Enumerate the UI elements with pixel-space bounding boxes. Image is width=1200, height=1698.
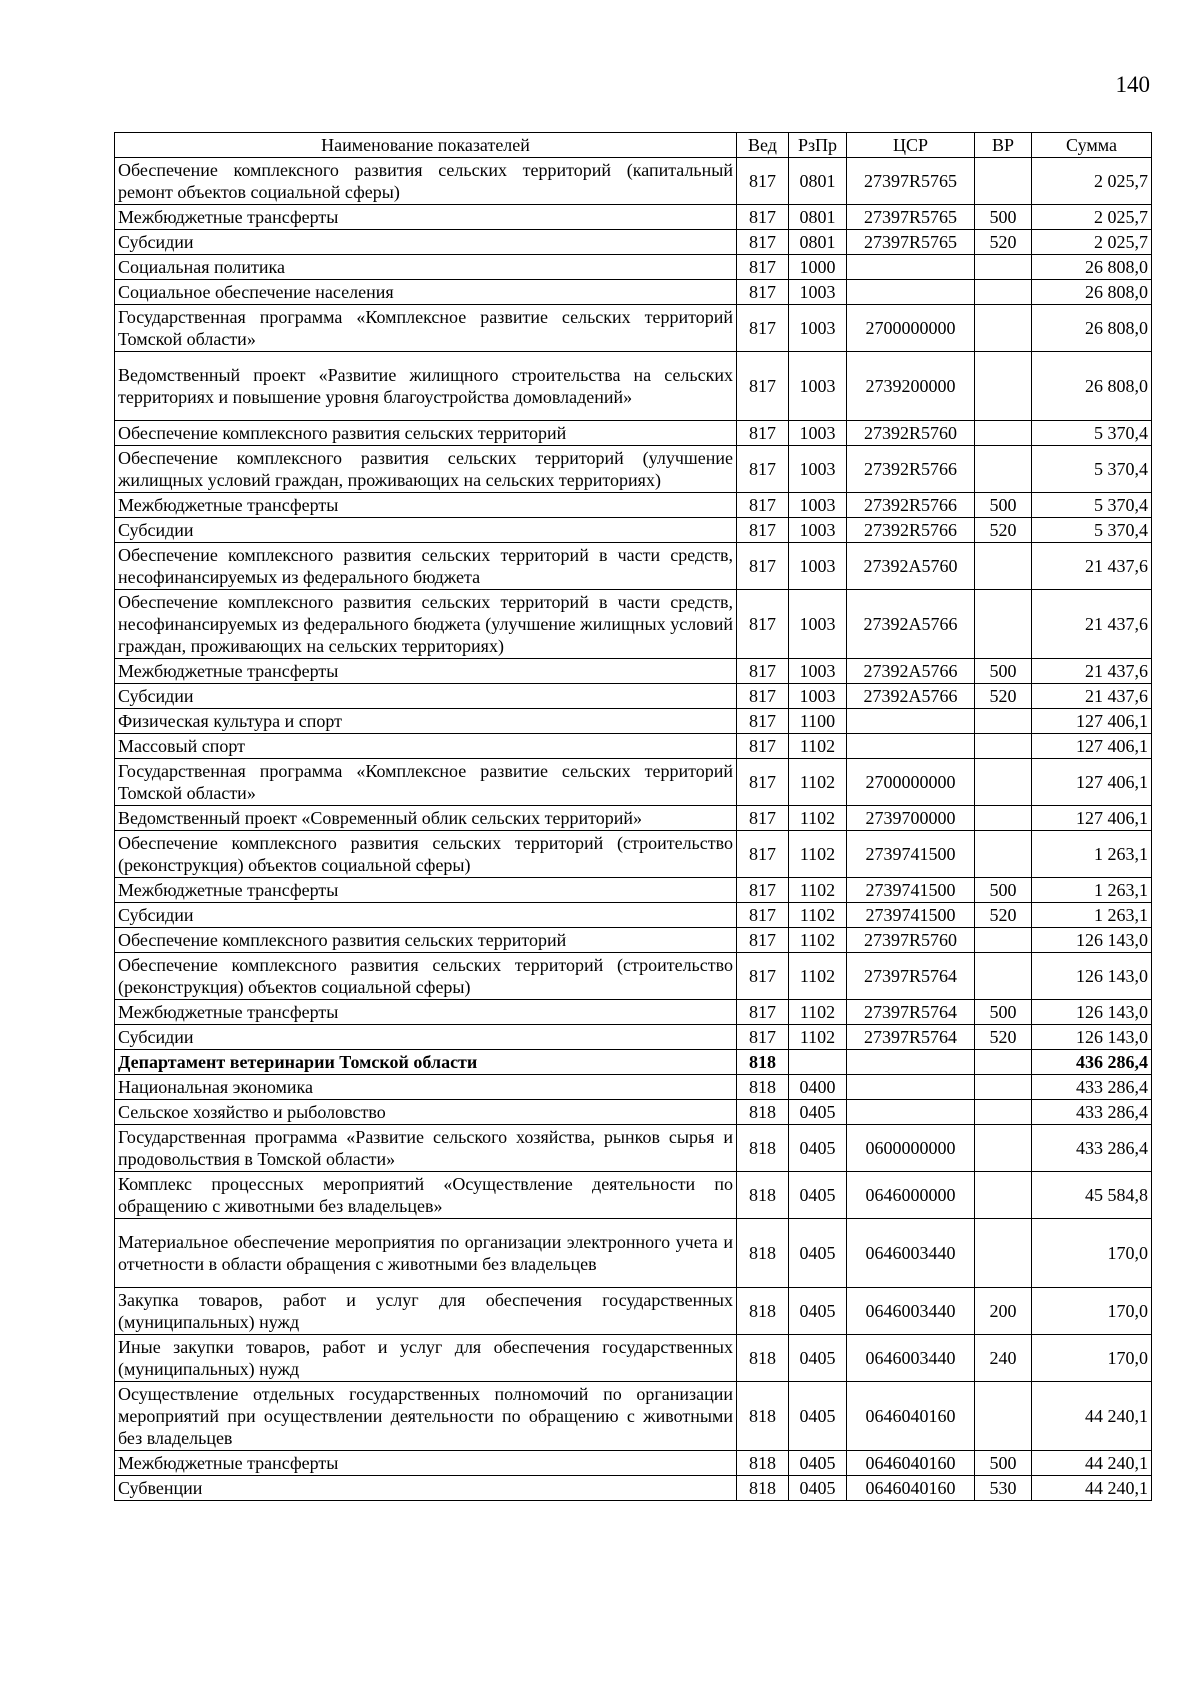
- cell-ved: 817: [737, 305, 789, 352]
- cell-rzpr: 0801: [789, 205, 847, 230]
- cell-csr: 2739741500: [847, 878, 975, 903]
- cell-sum: 45 584,8: [1032, 1172, 1152, 1219]
- cell-csr: 27392A5766: [847, 590, 975, 659]
- cell-rzpr: 0405: [789, 1125, 847, 1172]
- cell-rzpr: 1102: [789, 878, 847, 903]
- budget-table: [114, 132, 1152, 1501]
- cell-csr: [847, 1100, 975, 1125]
- table-row: [115, 1025, 1152, 1050]
- cell-csr: [847, 1050, 975, 1075]
- table-row: [115, 280, 1152, 305]
- cell-rzpr: 0405: [789, 1100, 847, 1125]
- cell-sum: 5 370,4: [1032, 493, 1152, 518]
- cell-vr: [975, 953, 1032, 1000]
- cell-csr: 0646040160: [847, 1476, 975, 1501]
- cell-rzpr: 1102: [789, 806, 847, 831]
- cell-vr: 520: [975, 230, 1032, 255]
- cell-vr: [975, 1219, 1032, 1288]
- table-row: [115, 1451, 1152, 1476]
- cell-vr: [975, 1050, 1032, 1075]
- cell-sum: 26 808,0: [1032, 305, 1152, 352]
- cell-vr: 500: [975, 1451, 1032, 1476]
- cell-csr: 2739741500: [847, 831, 975, 878]
- cell-csr: 0646040160: [847, 1382, 975, 1451]
- cell-name: Государственная программа «Комплексное развитие сельских территорий Томской области»: [115, 305, 737, 352]
- cell-name: Межбюджетные трансферты: [115, 1451, 737, 1476]
- cell-sum: 126 143,0: [1032, 1025, 1152, 1050]
- cell-ved: 818: [737, 1382, 789, 1451]
- cell-csr: 27397R5765: [847, 230, 975, 255]
- cell-name: Материальное обеспечение мероприятия по организации электронного учета и отчетности в области обращения с животными без владельцев: [115, 1219, 737, 1288]
- cell-csr: 27397R5764: [847, 1000, 975, 1025]
- cell-ved: 817: [737, 158, 789, 205]
- cell-ved: 817: [737, 903, 789, 928]
- table-body: [115, 158, 1152, 1501]
- cell-ved: 817: [737, 421, 789, 446]
- cell-csr: 0646003440: [847, 1219, 975, 1288]
- cell-rzpr: 0400: [789, 1075, 847, 1100]
- cell-ved: 818: [737, 1125, 789, 1172]
- cell-name: Закупка товаров, работ и услуг для обеспечения государственных (муниципальных) нужд: [115, 1288, 737, 1335]
- cell-ved: 817: [737, 543, 789, 590]
- table-row: [115, 1000, 1152, 1025]
- cell-ved: 818: [737, 1476, 789, 1501]
- cell-vr: [975, 759, 1032, 806]
- table-row: [115, 1075, 1152, 1100]
- table-row: [115, 953, 1152, 1000]
- table-row: [115, 446, 1152, 493]
- cell-vr: [975, 590, 1032, 659]
- table-row: [115, 659, 1152, 684]
- cell-rzpr: 0405: [789, 1172, 847, 1219]
- cell-csr: 27397R5764: [847, 953, 975, 1000]
- cell-vr: 530: [975, 1476, 1032, 1501]
- cell-sum: 2 025,7: [1032, 205, 1152, 230]
- cell-vr: [975, 831, 1032, 878]
- cell-rzpr: 0405: [789, 1476, 847, 1501]
- cell-csr: 0646040160: [847, 1451, 975, 1476]
- cell-name: Национальная экономика: [115, 1075, 737, 1100]
- cell-name: Межбюджетные трансферты: [115, 878, 737, 903]
- table-row: [115, 806, 1152, 831]
- cell-csr: 2700000000: [847, 759, 975, 806]
- table-row: [115, 590, 1152, 659]
- cell-sum: 2 025,7: [1032, 158, 1152, 205]
- cell-sum: 127 406,1: [1032, 806, 1152, 831]
- cell-sum: 5 370,4: [1032, 518, 1152, 543]
- table-row: [115, 493, 1152, 518]
- cell-name: Субсидии: [115, 230, 737, 255]
- cell-sum: 126 143,0: [1032, 928, 1152, 953]
- cell-sum: 5 370,4: [1032, 421, 1152, 446]
- cell-vr: [975, 1100, 1032, 1125]
- cell-name: Департамент ветеринарии Томской области: [115, 1050, 737, 1075]
- cell-csr: [847, 1075, 975, 1100]
- cell-vr: [975, 255, 1032, 280]
- cell-name: Физическая культура и спорт: [115, 709, 737, 734]
- table-row: [115, 230, 1152, 255]
- cell-csr: 2700000000: [847, 305, 975, 352]
- cell-rzpr: 1003: [789, 421, 847, 446]
- table-row: [115, 928, 1152, 953]
- cell-vr: [975, 734, 1032, 759]
- cell-ved: 817: [737, 518, 789, 543]
- cell-csr: [847, 280, 975, 305]
- table-row: [115, 1335, 1152, 1382]
- cell-name: Межбюджетные трансферты: [115, 493, 737, 518]
- cell-name: Государственная программа «Комплексное развитие сельских территорий Томской области»: [115, 759, 737, 806]
- table-row: [115, 255, 1152, 280]
- cell-vr: [975, 421, 1032, 446]
- cell-name: Межбюджетные трансферты: [115, 659, 737, 684]
- cell-csr: 27392R5766: [847, 518, 975, 543]
- cell-ved: 818: [737, 1172, 789, 1219]
- cell-sum: 1 263,1: [1032, 831, 1152, 878]
- cell-sum: 127 406,1: [1032, 759, 1152, 806]
- header-rzpr: РзПр: [789, 133, 847, 158]
- cell-rzpr: 0405: [789, 1219, 847, 1288]
- cell-csr: 2739700000: [847, 806, 975, 831]
- cell-vr: [975, 1172, 1032, 1219]
- table-row: [115, 1382, 1152, 1451]
- cell-name: Обеспечение комплексного развития сельских территорий в части средств, несофинансируемых из федерального бюджета: [115, 543, 737, 590]
- cell-vr: 500: [975, 493, 1032, 518]
- cell-name: Субвенции: [115, 1476, 737, 1501]
- cell-name: Ведомственный проект «Развитие жилищного строительства на сельских территориях и повышение уровня благоустройства домовладений»: [115, 352, 737, 421]
- cell-rzpr: 1003: [789, 493, 847, 518]
- table-row: [115, 734, 1152, 759]
- cell-ved: 817: [737, 878, 789, 903]
- cell-rzpr: 1102: [789, 928, 847, 953]
- cell-vr: [975, 352, 1032, 421]
- header-csr: ЦСР: [847, 133, 975, 158]
- cell-csr: 27392R5766: [847, 446, 975, 493]
- cell-ved: 817: [737, 759, 789, 806]
- cell-csr: 27392R5766: [847, 493, 975, 518]
- table-row: [115, 1100, 1152, 1125]
- cell-rzpr: 1102: [789, 759, 847, 806]
- cell-vr: [975, 1075, 1032, 1100]
- cell-name: Сельское хозяйство и рыболовство: [115, 1100, 737, 1125]
- cell-sum: 2 025,7: [1032, 230, 1152, 255]
- table-row: [115, 831, 1152, 878]
- cell-ved: 817: [737, 831, 789, 878]
- cell-rzpr: 1102: [789, 831, 847, 878]
- cell-vr: [975, 1382, 1032, 1451]
- cell-name: Обеспечение комплексного развития сельских территорий (строительство (реконструкция) объектов социальной сферы): [115, 831, 737, 878]
- table-row: [115, 759, 1152, 806]
- table-row: [115, 305, 1152, 352]
- cell-name: Осуществление отдельных государственных полномочий по организации мероприятий при осуществлении деятельности по обращению с животными без владельцев: [115, 1382, 737, 1451]
- cell-sum: 127 406,1: [1032, 734, 1152, 759]
- table-row: [115, 543, 1152, 590]
- cell-ved: 817: [737, 928, 789, 953]
- cell-ved: 818: [737, 1219, 789, 1288]
- cell-vr: [975, 305, 1032, 352]
- cell-ved: 817: [737, 806, 789, 831]
- cell-vr: 200: [975, 1288, 1032, 1335]
- cell-sum: 433 286,4: [1032, 1125, 1152, 1172]
- cell-vr: 520: [975, 518, 1032, 543]
- cell-sum: 26 808,0: [1032, 352, 1152, 421]
- cell-rzpr: 1102: [789, 953, 847, 1000]
- cell-name: Субсидии: [115, 518, 737, 543]
- table-row: [115, 421, 1152, 446]
- table-row: [115, 1172, 1152, 1219]
- header-vr: ВР: [975, 133, 1032, 158]
- cell-csr: 2739200000: [847, 352, 975, 421]
- cell-rzpr: 0405: [789, 1382, 847, 1451]
- table-row: [115, 1050, 1152, 1075]
- cell-csr: [847, 709, 975, 734]
- cell-ved: 817: [737, 352, 789, 421]
- cell-vr: [975, 543, 1032, 590]
- cell-sum: 433 286,4: [1032, 1100, 1152, 1125]
- cell-vr: 500: [975, 659, 1032, 684]
- cell-rzpr: 1102: [789, 734, 847, 759]
- cell-ved: 817: [737, 230, 789, 255]
- cell-vr: [975, 806, 1032, 831]
- cell-sum: 1 263,1: [1032, 903, 1152, 928]
- cell-csr: 27397R5760: [847, 928, 975, 953]
- header-sum: Сумма: [1032, 133, 1152, 158]
- cell-vr: 500: [975, 1000, 1032, 1025]
- cell-sum: 126 143,0: [1032, 953, 1152, 1000]
- cell-csr: 27392A5766: [847, 684, 975, 709]
- cell-rzpr: 0405: [789, 1288, 847, 1335]
- cell-vr: [975, 280, 1032, 305]
- header-name: Наименование показателей: [115, 133, 737, 158]
- cell-name: Обеспечение комплексного развития сельских территорий в части средств, несофинансируемых из федерального бюджета (улучшение жилищных условий граждан, проживающих на сельских территориях): [115, 590, 737, 659]
- cell-name: Обеспечение комплексного развития сельских территорий (капитальный ремонт объектов социальной сферы): [115, 158, 737, 205]
- cell-ved: 818: [737, 1335, 789, 1382]
- table-row: [115, 878, 1152, 903]
- cell-sum: 1 263,1: [1032, 878, 1152, 903]
- cell-ved: 817: [737, 205, 789, 230]
- cell-sum: 44 240,1: [1032, 1382, 1152, 1451]
- cell-ved: 817: [737, 659, 789, 684]
- table-row: [115, 205, 1152, 230]
- page-number: 140: [1115, 72, 1150, 97]
- table-row: [115, 709, 1152, 734]
- cell-ved: 817: [737, 1000, 789, 1025]
- header-ved: Вед: [737, 133, 789, 158]
- cell-rzpr: 1003: [789, 280, 847, 305]
- cell-csr: 27392A5766: [847, 659, 975, 684]
- cell-vr: [975, 928, 1032, 953]
- table-row: [115, 352, 1152, 421]
- cell-ved: 817: [737, 709, 789, 734]
- cell-name: Межбюджетные трансферты: [115, 205, 737, 230]
- cell-rzpr: 1102: [789, 1000, 847, 1025]
- table-header-row: [115, 133, 1152, 158]
- cell-sum: 44 240,1: [1032, 1451, 1152, 1476]
- cell-name: Обеспечение комплексного развития сельских территорий: [115, 421, 737, 446]
- cell-rzpr: 1003: [789, 684, 847, 709]
- cell-csr: 27392A5760: [847, 543, 975, 590]
- cell-name: Массовый спорт: [115, 734, 737, 759]
- cell-csr: [847, 734, 975, 759]
- cell-vr: [975, 158, 1032, 205]
- cell-csr: 27397R5764: [847, 1025, 975, 1050]
- cell-csr: 2739741500: [847, 903, 975, 928]
- cell-name: Социальное обеспечение населения: [115, 280, 737, 305]
- cell-vr: 240: [975, 1335, 1032, 1382]
- cell-sum: 21 437,6: [1032, 543, 1152, 590]
- cell-sum: 21 437,6: [1032, 659, 1152, 684]
- cell-name: Обеспечение комплексного развития сельских территорий (строительство (реконструкция) объектов социальной сферы): [115, 953, 737, 1000]
- table-row: [115, 903, 1152, 928]
- cell-rzpr: 1102: [789, 903, 847, 928]
- cell-name: Государственная программа «Развитие сельского хозяйства, рынков сырья и продовольствия в Томской области»: [115, 1125, 737, 1172]
- cell-name: Субсидии: [115, 1025, 737, 1050]
- cell-csr: 27392R5760: [847, 421, 975, 446]
- cell-csr: 0600000000: [847, 1125, 975, 1172]
- cell-sum: 21 437,6: [1032, 684, 1152, 709]
- cell-rzpr: 1003: [789, 659, 847, 684]
- cell-rzpr: 0405: [789, 1451, 847, 1476]
- cell-sum: 5 370,4: [1032, 446, 1152, 493]
- cell-vr: [975, 446, 1032, 493]
- cell-vr: 500: [975, 205, 1032, 230]
- cell-name: Обеспечение комплексного развития сельских территорий: [115, 928, 737, 953]
- cell-ved: 817: [737, 280, 789, 305]
- cell-sum: 170,0: [1032, 1219, 1152, 1288]
- cell-sum: 170,0: [1032, 1288, 1152, 1335]
- cell-rzpr: 1000: [789, 255, 847, 280]
- cell-ved: 817: [737, 493, 789, 518]
- cell-sum: 44 240,1: [1032, 1476, 1152, 1501]
- cell-sum: 433 286,4: [1032, 1075, 1152, 1100]
- cell-name: Иные закупки товаров, работ и услуг для обеспечения государственных (муниципальных) нужд: [115, 1335, 737, 1382]
- cell-csr: 0646003440: [847, 1335, 975, 1382]
- table-row: [115, 1219, 1152, 1288]
- cell-vr: 520: [975, 684, 1032, 709]
- table-row: [115, 1288, 1152, 1335]
- cell-ved: 817: [737, 590, 789, 659]
- cell-rzpr: 1003: [789, 590, 847, 659]
- table-row: [115, 1476, 1152, 1501]
- table-row: [115, 684, 1152, 709]
- cell-ved: 818: [737, 1451, 789, 1476]
- cell-csr: 0646000000: [847, 1172, 975, 1219]
- cell-rzpr: 1102: [789, 1025, 847, 1050]
- cell-csr: 0646003440: [847, 1288, 975, 1335]
- table-row: [115, 158, 1152, 205]
- cell-vr: 520: [975, 903, 1032, 928]
- cell-sum: 170,0: [1032, 1335, 1152, 1382]
- cell-rzpr: 1003: [789, 352, 847, 421]
- cell-name: Ведомственный проект «Современный облик сельских территорий»: [115, 806, 737, 831]
- cell-name: Социальная политика: [115, 255, 737, 280]
- cell-ved: 817: [737, 446, 789, 493]
- cell-sum: 21 437,6: [1032, 590, 1152, 659]
- cell-name: Обеспечение комплексного развития сельских территорий (улучшение жилищных условий граждан, проживающих на сельских территориях): [115, 446, 737, 493]
- cell-rzpr: [789, 1050, 847, 1075]
- cell-vr: 520: [975, 1025, 1032, 1050]
- cell-ved: 818: [737, 1050, 789, 1075]
- cell-name: Субсидии: [115, 903, 737, 928]
- table-row: [115, 518, 1152, 543]
- cell-vr: [975, 1125, 1032, 1172]
- cell-sum: 436 286,4: [1032, 1050, 1152, 1075]
- cell-rzpr: 1003: [789, 305, 847, 352]
- cell-rzpr: 0405: [789, 1335, 847, 1382]
- cell-vr: [975, 709, 1032, 734]
- cell-rzpr: 0801: [789, 230, 847, 255]
- cell-csr: 27397R5765: [847, 158, 975, 205]
- cell-sum: 26 808,0: [1032, 255, 1152, 280]
- cell-csr: [847, 255, 975, 280]
- cell-rzpr: 0801: [789, 158, 847, 205]
- cell-ved: 817: [737, 255, 789, 280]
- cell-name: Субсидии: [115, 684, 737, 709]
- cell-vr: 500: [975, 878, 1032, 903]
- cell-ved: 817: [737, 1025, 789, 1050]
- cell-sum: 26 808,0: [1032, 280, 1152, 305]
- cell-rzpr: 1003: [789, 446, 847, 493]
- table-row: [115, 1125, 1152, 1172]
- cell-ved: 818: [737, 1100, 789, 1125]
- cell-sum: 126 143,0: [1032, 1000, 1152, 1025]
- cell-sum: 127 406,1: [1032, 709, 1152, 734]
- cell-csr: 27397R5765: [847, 205, 975, 230]
- cell-name: Межбюджетные трансферты: [115, 1000, 737, 1025]
- cell-ved: 817: [737, 684, 789, 709]
- cell-ved: 818: [737, 1075, 789, 1100]
- cell-ved: 817: [737, 953, 789, 1000]
- cell-rzpr: 1100: [789, 709, 847, 734]
- cell-rzpr: 1003: [789, 518, 847, 543]
- cell-rzpr: 1003: [789, 543, 847, 590]
- cell-name: Комплекс процессных мероприятий «Осуществление деятельности по обращению с животными без владельцев»: [115, 1172, 737, 1219]
- cell-ved: 817: [737, 734, 789, 759]
- cell-ved: 818: [737, 1288, 789, 1335]
